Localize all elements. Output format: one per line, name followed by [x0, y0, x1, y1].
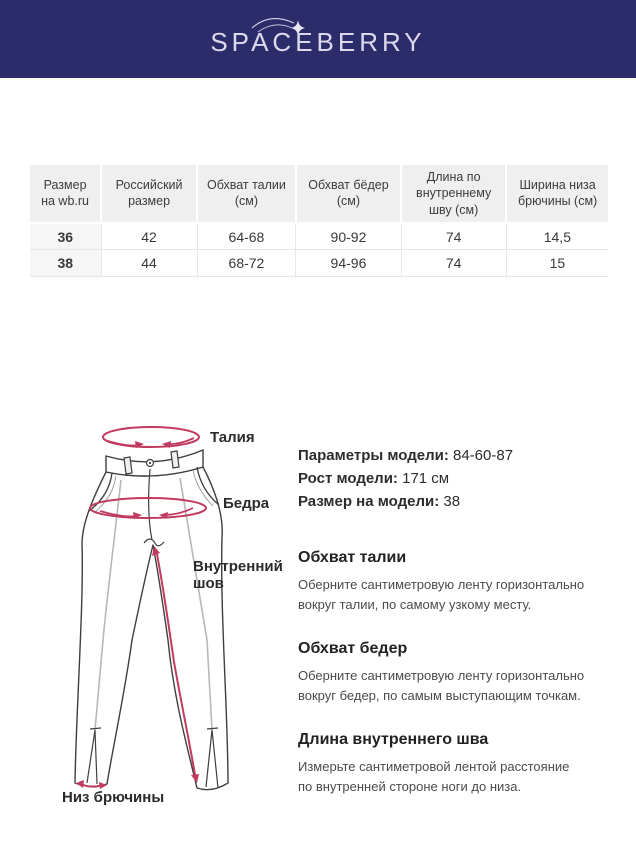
cell-hem-width: 15 — [506, 250, 608, 277]
brand-header — [0, 0, 636, 78]
cell-inseam-length: 74 — [401, 250, 506, 277]
cell-wb-size: 38 — [30, 250, 101, 277]
section-hips-text: Оберните сантиметровую ленту горизонтально вокруг бедер, по самым выступающим точкам. — [298, 668, 585, 703]
model-size-value: 38 — [443, 493, 461, 510]
section-waist-title: Обхват талии — [298, 549, 407, 566]
cell-waist: 64-68 — [197, 223, 296, 250]
section-inseam-text: Измерьте сантиметровой лентой расстояние по внутренней стороне ноги до низа. — [298, 759, 570, 794]
cell-hips: 90-92 — [296, 223, 401, 250]
cell-ru-size: 44 — [101, 250, 197, 277]
table-header-row — [30, 164, 608, 223]
hips-label: Бедра — [223, 495, 270, 512]
size-chart-table — [30, 163, 608, 277]
model-params-value: 84-60-87 — [453, 447, 514, 464]
section-inseam — [298, 731, 610, 797]
waist-label: Талия — [210, 429, 255, 446]
section-waist — [298, 549, 610, 615]
model-height-value: 171 см — [402, 470, 450, 487]
section-inseam-title: Длина внутреннего шва — [298, 731, 489, 748]
belt-loop — [171, 451, 179, 468]
brand-logo — [0, 0, 636, 78]
col-header-inseam-length: Длина по внутреннему шву (см) — [401, 164, 506, 223]
table-row — [30, 223, 608, 250]
cell-ru-size: 42 — [101, 223, 197, 250]
pants-diagram — [40, 412, 285, 812]
model-size-label: Размер на модели: — [298, 493, 440, 510]
model-height-line — [298, 467, 610, 490]
table-row — [30, 250, 608, 277]
brand-logo-text: SPACEBERRY — [210, 27, 426, 57]
cell-wb-size: 36 — [30, 223, 101, 250]
cell-hips: 94-96 — [296, 250, 401, 277]
section-hips — [298, 640, 610, 706]
hem-label: Низ брючины — [62, 789, 165, 806]
col-header-waist: Обхват талии (см) — [197, 164, 296, 223]
model-height-label: Рост модели: — [298, 470, 398, 487]
cell-inseam-length: 74 — [401, 223, 506, 250]
col-header-hips: Обхват бёдер (см) — [296, 164, 401, 223]
col-header-ru-size: Российский размер — [101, 164, 197, 223]
cell-waist: 68-72 — [197, 250, 296, 277]
model-size-line — [298, 490, 610, 513]
section-hips-title: Обхват бедер — [298, 640, 408, 657]
model-params-label: Параметры модели: — [298, 447, 449, 464]
measurement-info-column — [298, 444, 610, 797]
button-center — [149, 462, 151, 464]
inseam-label: Внутренний шов — [193, 558, 283, 593]
section-waist-text: Оберните сантиметровую ленту горизонтально вокруг талии, по самому узкому месту. — [298, 577, 585, 612]
col-header-wb-size: Размер на wb.ru — [30, 164, 101, 223]
cell-hem-width: 14,5 — [506, 223, 608, 250]
belt-loop — [124, 457, 132, 474]
col-header-hem-width: Ширина низа брючины (см) — [506, 164, 608, 223]
model-params-line — [298, 444, 610, 467]
